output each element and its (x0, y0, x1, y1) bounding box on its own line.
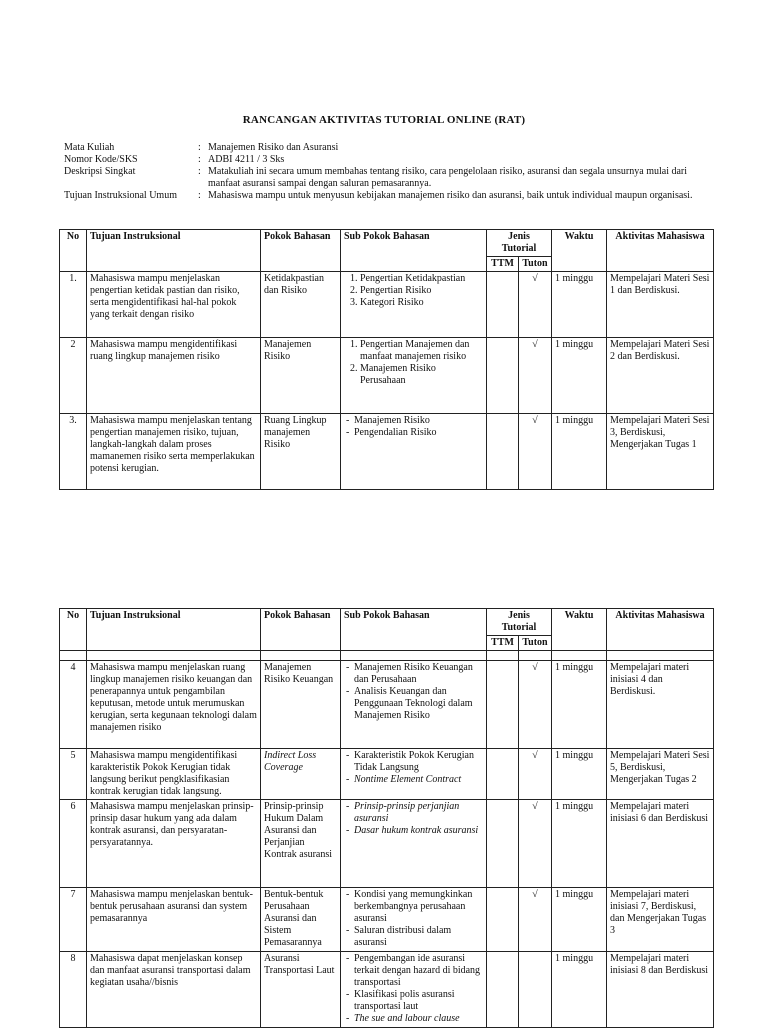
row-no: 8 (60, 952, 87, 1028)
sub-item: - Saluran distribusi dalam asuransi (354, 925, 483, 949)
col-ttm: TTM (487, 636, 519, 651)
col-waktu: Waktu (552, 230, 607, 272)
col-tuton: Tuton (519, 636, 552, 651)
row-pokok: Ketidakpastian dan Risiko (261, 272, 341, 338)
sub-item: - Dasar hukum kontrak asuransi (354, 825, 483, 837)
table-row (60, 952, 714, 1028)
row-tujuan: Mahasiswa mampu mengidentifikasi ruang lingkup manajemen risiko (87, 338, 261, 414)
sub-item: - The sue and labour clause (354, 1013, 483, 1025)
page-title: RANCANGAN AKTIVITAS TUTORIAL ONLINE (RAT) (242, 114, 526, 126)
row-tujuan: Mahasiswa mampu menjelaskan ruang lingkup manajemen risiko keuangan dan penerapannya untuk pengambilan keputusan, metode untuk merumuskan kerugian, serta kegunaan teknologi dalam manajemen risiko (87, 661, 261, 749)
row-tujuan: Mahasiswa mampu menjelaskan bentuk-bentuk perusahaan asuransi dan system pemasarannya (87, 888, 261, 952)
sub-item: - Manajemen Risiko (354, 415, 483, 427)
meta-row: Tujuan Instruksional Umum : Mahasiswa mampu untuk menyusun kebijakan manajemen risiko dan asuransi, baik untuk individual maupun organisasi. (64, 190, 714, 202)
sub-item: - Karakteristik Pokok Kerugian Tidak Langsung (354, 750, 483, 774)
row-tujuan: Mahasiswa mampu menjelaskan prinsip-prinsip dasar hukum yang ada dalam kontrak asuransi, dan persyaratan-persyaratannya. (87, 800, 261, 888)
table-row (60, 749, 714, 800)
sub-item: 1. Pengertian Ketidakpastian (360, 273, 483, 285)
row-tuton: √ (519, 888, 552, 952)
row-aktivitas: Mempelajari Materi Sesi 1 dan Berdiskusi. (607, 272, 714, 338)
meta-label: Nomor Kode/SKS (64, 154, 138, 165)
sub-item: - Kondisi yang memungkinkan berkembangnya perusahaan asuransi (354, 889, 483, 925)
meta-value: Matakuliah ini secara umum membahas tentang risiko, cara pengelolaan risiko, asuransi dan segala unsurnya mulai dari manfaat asuransi sampai dengan saluran pemasarannya. (208, 166, 688, 189)
row-tuton: √ (519, 800, 552, 888)
sub-item: - Pengembangan ide asuransi terkait dengan hazard di bidang transportasi (354, 953, 483, 989)
sub-item: 2. Manajemen Risiko Perusahaan (360, 363, 483, 387)
course-info (64, 142, 714, 202)
row-waktu: 1 minggu (552, 952, 607, 1028)
col-waktu: Waktu (552, 609, 607, 651)
row-waktu: 1 minggu (552, 414, 607, 490)
col-aktivitas: Aktivitas Mahasiswa (607, 230, 714, 272)
row-sub (341, 952, 487, 1028)
sub-item: 3. Kategori Risiko (360, 297, 483, 309)
table-row (60, 272, 714, 338)
row-sub (341, 414, 487, 490)
row-pokok: Prinsip-prinsip Hukum Dalam Asuransi dan Perjanjian Kontrak asuransi (261, 800, 341, 888)
col-pokok: Pokok Bahasan (261, 609, 341, 651)
col-sub: Sub Pokok Bahasan (341, 609, 487, 651)
meta-label: Deskripsi Singkat (64, 166, 136, 177)
meta-label: Tujuan Instruksional Umum (64, 190, 177, 201)
col-aktivitas: Aktivitas Mahasiswa (607, 609, 714, 651)
row-sub (341, 661, 487, 749)
row-tujuan: Mahasiswa dapat menjelaskan konsep dan manfaat asuransi transportasi dalam kegiatan usaha//bisnis (87, 952, 261, 1028)
row-waktu: 1 minggu (552, 272, 607, 338)
row-sub (341, 272, 487, 338)
sub-item: - Manajemen Risiko Keuangan dan Perusahaan (354, 662, 483, 686)
row-tujuan: Mahasiswa mampu menjelaskan pengertian ketidak pastian dan risiko, serta mengidentifikasi hal-hal pokok yang terkait dengan risiko (87, 272, 261, 338)
table-row (60, 888, 714, 952)
row-ttm (487, 272, 519, 338)
row-pokok: Manajemen Risiko (261, 338, 341, 414)
sub-item: - Nontime Element Contract (354, 774, 483, 786)
row-ttm (487, 952, 519, 1028)
row-pokok: Manajemen Risiko Keuangan (261, 661, 341, 749)
row-no: 5 (60, 749, 87, 800)
row-tujuan: Mahasiswa mampu mengidentifikasi karakteristik Pokok Kerugian tidak langsung berikut pengklasifikasian kontrak kerugian tidak langsung. (87, 749, 261, 800)
sub-item: 1. Pengertian Manajemen dan manfaat manajemen risiko (360, 339, 483, 363)
row-waktu: 1 minggu (552, 661, 607, 749)
col-tujuan: Tujuan Instruksional (87, 230, 261, 272)
row-ttm (487, 800, 519, 888)
row-tuton: √ (519, 338, 552, 414)
col-jenis: Jenis Tutorial (487, 230, 552, 257)
row-ttm (487, 888, 519, 952)
meta-value: Manajemen Risiko dan Asuransi (208, 142, 339, 153)
row-no: 6 (60, 800, 87, 888)
row-aktivitas: Mempelajari Materi Sesi 2 dan Berdiskusi. (607, 338, 714, 414)
row-tuton: √ (519, 749, 552, 800)
meta-label: Mata Kuliah (64, 142, 115, 153)
row-waktu: 1 minggu (552, 749, 607, 800)
table-row (60, 661, 714, 749)
sub-item: - Prinsip-prinsip perjanjian asuransi (354, 801, 483, 825)
row-pokok: Bentuk-bentuk Perusahaan Asuransi dan Sistem Pemasarannya (261, 888, 341, 952)
row-tuton (519, 952, 552, 1028)
row-aktivitas: Mempelajari Materi Sesi 3, Berdiskusi, Mengerjakan Tugas 1 (607, 414, 714, 490)
meta-row: Nomor Kode/SKS : ADBI 4211 / 3 Sks (64, 154, 714, 166)
table-header-row (60, 230, 714, 257)
row-sub (341, 800, 487, 888)
row-no: 4 (60, 661, 87, 749)
row-no: 7 (60, 888, 87, 952)
col-jenis: Jenis Tutorial (487, 609, 552, 636)
col-ttm: TTM (487, 257, 519, 272)
row-sub (341, 338, 487, 414)
col-tuton: Tuton (519, 257, 552, 272)
row-ttm (487, 661, 519, 749)
row-pokok: Ruang Lingkup manajemen Risiko (261, 414, 341, 490)
sub-item: - Pengendalian Risiko (354, 427, 483, 439)
row-aktivitas: Mempelajari Materi Sesi 5, Berdiskusi, Mengerjakan Tugas 2 (607, 749, 714, 800)
meta-value: ADBI 4211 / 3 Sks (208, 154, 285, 165)
row-tuton: √ (519, 272, 552, 338)
row-tuton: √ (519, 661, 552, 749)
row-sub (341, 888, 487, 952)
row-aktivitas: Mempelajari materi inisiasi 7, Berdiskusi, dan Mengerjakan Tugas 3 (607, 888, 714, 952)
row-waktu: 1 minggu (552, 888, 607, 952)
col-pokok: Pokok Bahasan (261, 230, 341, 272)
col-no: No (60, 230, 87, 272)
row-aktivitas: Mempelajari materi inisiasi 6 dan Berdiskusi (607, 800, 714, 888)
row-tuton: √ (519, 414, 552, 490)
col-sub: Sub Pokok Bahasan (341, 230, 487, 272)
row-tujuan: Mahasiswa mampu menjelaskan tentang pengertian manajemen risiko, tujuan, langkah-langkah dalam proses mamanemen risiko serta memperlakukan potensi kerugian. (87, 414, 261, 490)
row-pokok: Asuransi Transportasi Laut (261, 952, 341, 1028)
row-aktivitas: Mempelajari materi inisiasi 8 dan Berdiskusi (607, 952, 714, 1028)
sub-item: - Analisis Keuangan dan Penggunaan Teknologi dalam Manajemen Risiko (354, 686, 483, 722)
row-no: 1. (60, 272, 87, 338)
table-row (60, 338, 714, 414)
spacer-row (60, 651, 714, 661)
row-no: 3. (60, 414, 87, 490)
row-waktu: 1 minggu (552, 800, 607, 888)
row-ttm (487, 338, 519, 414)
meta-row: Mata Kuliah : Manajemen Risiko dan Asuransi (64, 142, 714, 154)
sub-item: - Klasifikasi polis asuransi transportasi laut (354, 989, 483, 1013)
row-sub (341, 749, 487, 800)
table-row (60, 800, 714, 888)
col-tujuan: Tujuan Instruksional (87, 609, 261, 651)
rat-table-2 (59, 608, 714, 1028)
row-ttm (487, 749, 519, 800)
row-ttm (487, 414, 519, 490)
meta-row: Deskripsi Singkat : Matakuliah ini secara umum membahas tentang risiko, cara pengelolaan risiko, asuransi dan segala unsurnya mulai dari manfaat asuransi sampai dengan saluran pemasarannya. (64, 166, 714, 190)
meta-value: Mahasiswa mampu untuk menyusun kebijakan manajemen risiko dan asuransi, baik untuk individual maupun organisasi. (208, 190, 693, 201)
row-aktivitas: Mempelajari materi inisiasi 4 dan Berdiskusi. (607, 661, 714, 749)
table-header-row (60, 609, 714, 636)
row-no: 2 (60, 338, 87, 414)
col-no: No (60, 609, 87, 651)
table-row (60, 414, 714, 490)
sub-item: 2. Pengertian Risiko (360, 285, 483, 297)
row-pokok: Indirect Loss Coverage (261, 749, 341, 800)
row-waktu: 1 minggu (552, 338, 607, 414)
rat-table-1 (59, 229, 714, 490)
